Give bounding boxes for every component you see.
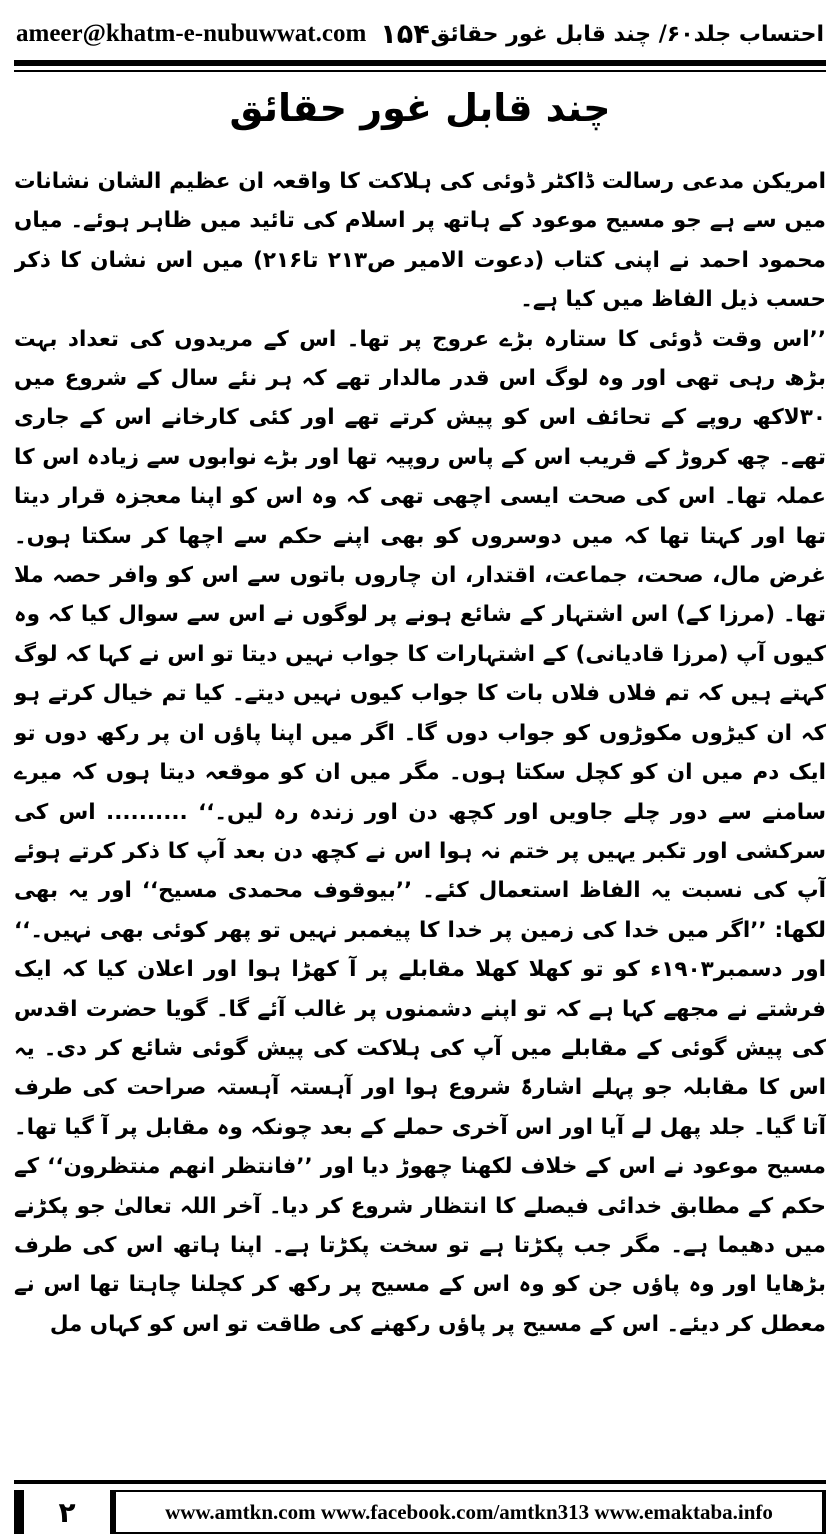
article-title: چند قابل غور حقائق [229, 86, 611, 130]
footer-bar [14, 1490, 826, 1534]
paragraph-intro: امریکن مدعی رسالت ڈاکٹر ڈوئی کی ہلاکت کا واقعہ ان عظیم الشان نشانات میں سے ہے جو مسیح موعود کے ہاتھ پر اسلام کی تائید میں ظاہر ہوئے۔ میاں محمود احمد نے اپنی کتاب (دعوت الامیر ص۲۱۳ تا۲۱۶) میں اس نشان کا ذکر حسب ذیل الفاظ میں کیا ہے۔ [14, 169, 826, 313]
page-header [16, 14, 824, 54]
footer-page-marker: ۲ [24, 1490, 110, 1534]
header-rule-thin [14, 70, 826, 72]
header-rule-thick [14, 60, 826, 66]
header-book-title: احتساب جلد۶۰/ چند قابل غور حقائق [430, 21, 824, 47]
footer-rule [14, 1480, 826, 1484]
header-page-number: ۱۵۴ [380, 18, 430, 50]
header-left [16, 19, 430, 50]
footer-links: www.amtkn.com www.facebook.com/amtkn313 www.emaktaba.info [116, 1492, 822, 1532]
article-body [14, 162, 826, 1452]
header-email: ameer@khatm-e-nubuwwat.com [16, 20, 367, 47]
paragraph-quote: ’’اس وقت ڈوئی کا ستارہ بڑے عروج پر تھا۔ اس کے مریدوں کی تعداد بہت بڑھ رہی تھی اور وہ لوگ اس قدر مالدار تھے کہ ہر نئے سال کے شروع میں ۳۰لاکھ روپے کے تحائف اس کو پیش کرتے تھے اور کئی کارخانے اس کے جاری تھے۔ چھ کروڑ کے قریب اس کے پاس روپیہ تھا اور بڑے نوابوں سے زیادہ اس کا عملہ تھا۔ اس کی صحت ایسی اچھی تھی کہ وہ اس کو اپنا معجزہ قرار دیتا تھا اور کہتا تھا کہ میں دوسروں کو بھی اپنے حکم سے اچھا کر سکتا ہوں۔ غرض مال، صحت، جماعت، اقتدار، ان چاروں باتوں سے اس کو وافر حصہ ملا تھا۔ (مرزا کے) اس اشتہار کے شائع ہونے پر لوگوں نے اس سے سوال کیا کہ وہ کیوں آپ (مرزا قادیانی) کے اشتہارات کا جواب نہیں دیتا تو اس نے کہا کہ لوگ کہتے ہیں کہ تم فلاں فلاں بات کا جواب کیوں نہیں دیتے۔ کیا تم خیال کرتے ہو کہ ان کیڑوں مکوڑوں کو جواب دوں گا۔ اگر میں اپنا پاؤں ان پر رکھ دوں تو ایک دم میں ان کو کچل سکتا ہوں۔ مگر میں ان کو موقعہ دیتا ہوں کہ میرے سامنے سے دور چلے جاویں اور کچھ دن اور زندہ رہ لیں۔‘‘ .......... اس کی سرکشی اور تکبر یہیں پر ختم نہ ہوا اس نے کچھ دن بعد آپ کا ذکر کرتے ہوئے آپ کی نسبت یہ الفاظ استعمال کئے۔ ’’بیوقوف محمدی مسیح‘‘ اور یہ بھی لکھا: ’’اگر میں خدا کی زمین پر خدا کا پیغمبر نہیں تو پھر کوئی بھی نہیں۔‘‘ اور دسمبر۱۹۰۳ء کو تو کھلا کھلا مقابلے پر آ کھڑا ہوا اور اعلان کیا کہ ایک فرشتے نے مجھے کہا ہے کہ تو اپنے دشمنوں پر غالب آئے گا۔ گویا حضرت اقدس کی پیش گوئی کے مقابلے میں آپ کی ہلاکت کی پیش گوئی شائع کر دی۔ یہ اس کا مقابلہ جو پہلے اشارۃً شروع ہوا اور آہستہ آہستہ صراحت کی طرف آتا گیا۔ جلد پھل لے آیا اور اس آخری حملے کے بعد چونکہ وہ مقابل پر آ گیا تھا۔ مسیح موعود نے اس کے خلاف لکھنا چھوڑ دیا اور ’’فانتظر انهم منتظرون‘‘ کے حکم کے مطابق خدائی فیصلے کا انتظار شروع کر دیا۔ آخر اللہ تعالیٰ جو پکڑنے میں دھیما ہے۔ مگر جب پکڑتا ہے تو سخت پکڑتا ہے۔ اپنا ہاتھ اس کی طرف بڑھایا اور وہ پاؤں جن کو وہ اس کے مسیح پر رکھ کر کچلنا چاہتا تھا اس نے معطل کر دیئے۔ اس کے مسیح پر پاؤں رکھنے کی طاقت تو اس کو کہاں مل [14, 326, 826, 1337]
